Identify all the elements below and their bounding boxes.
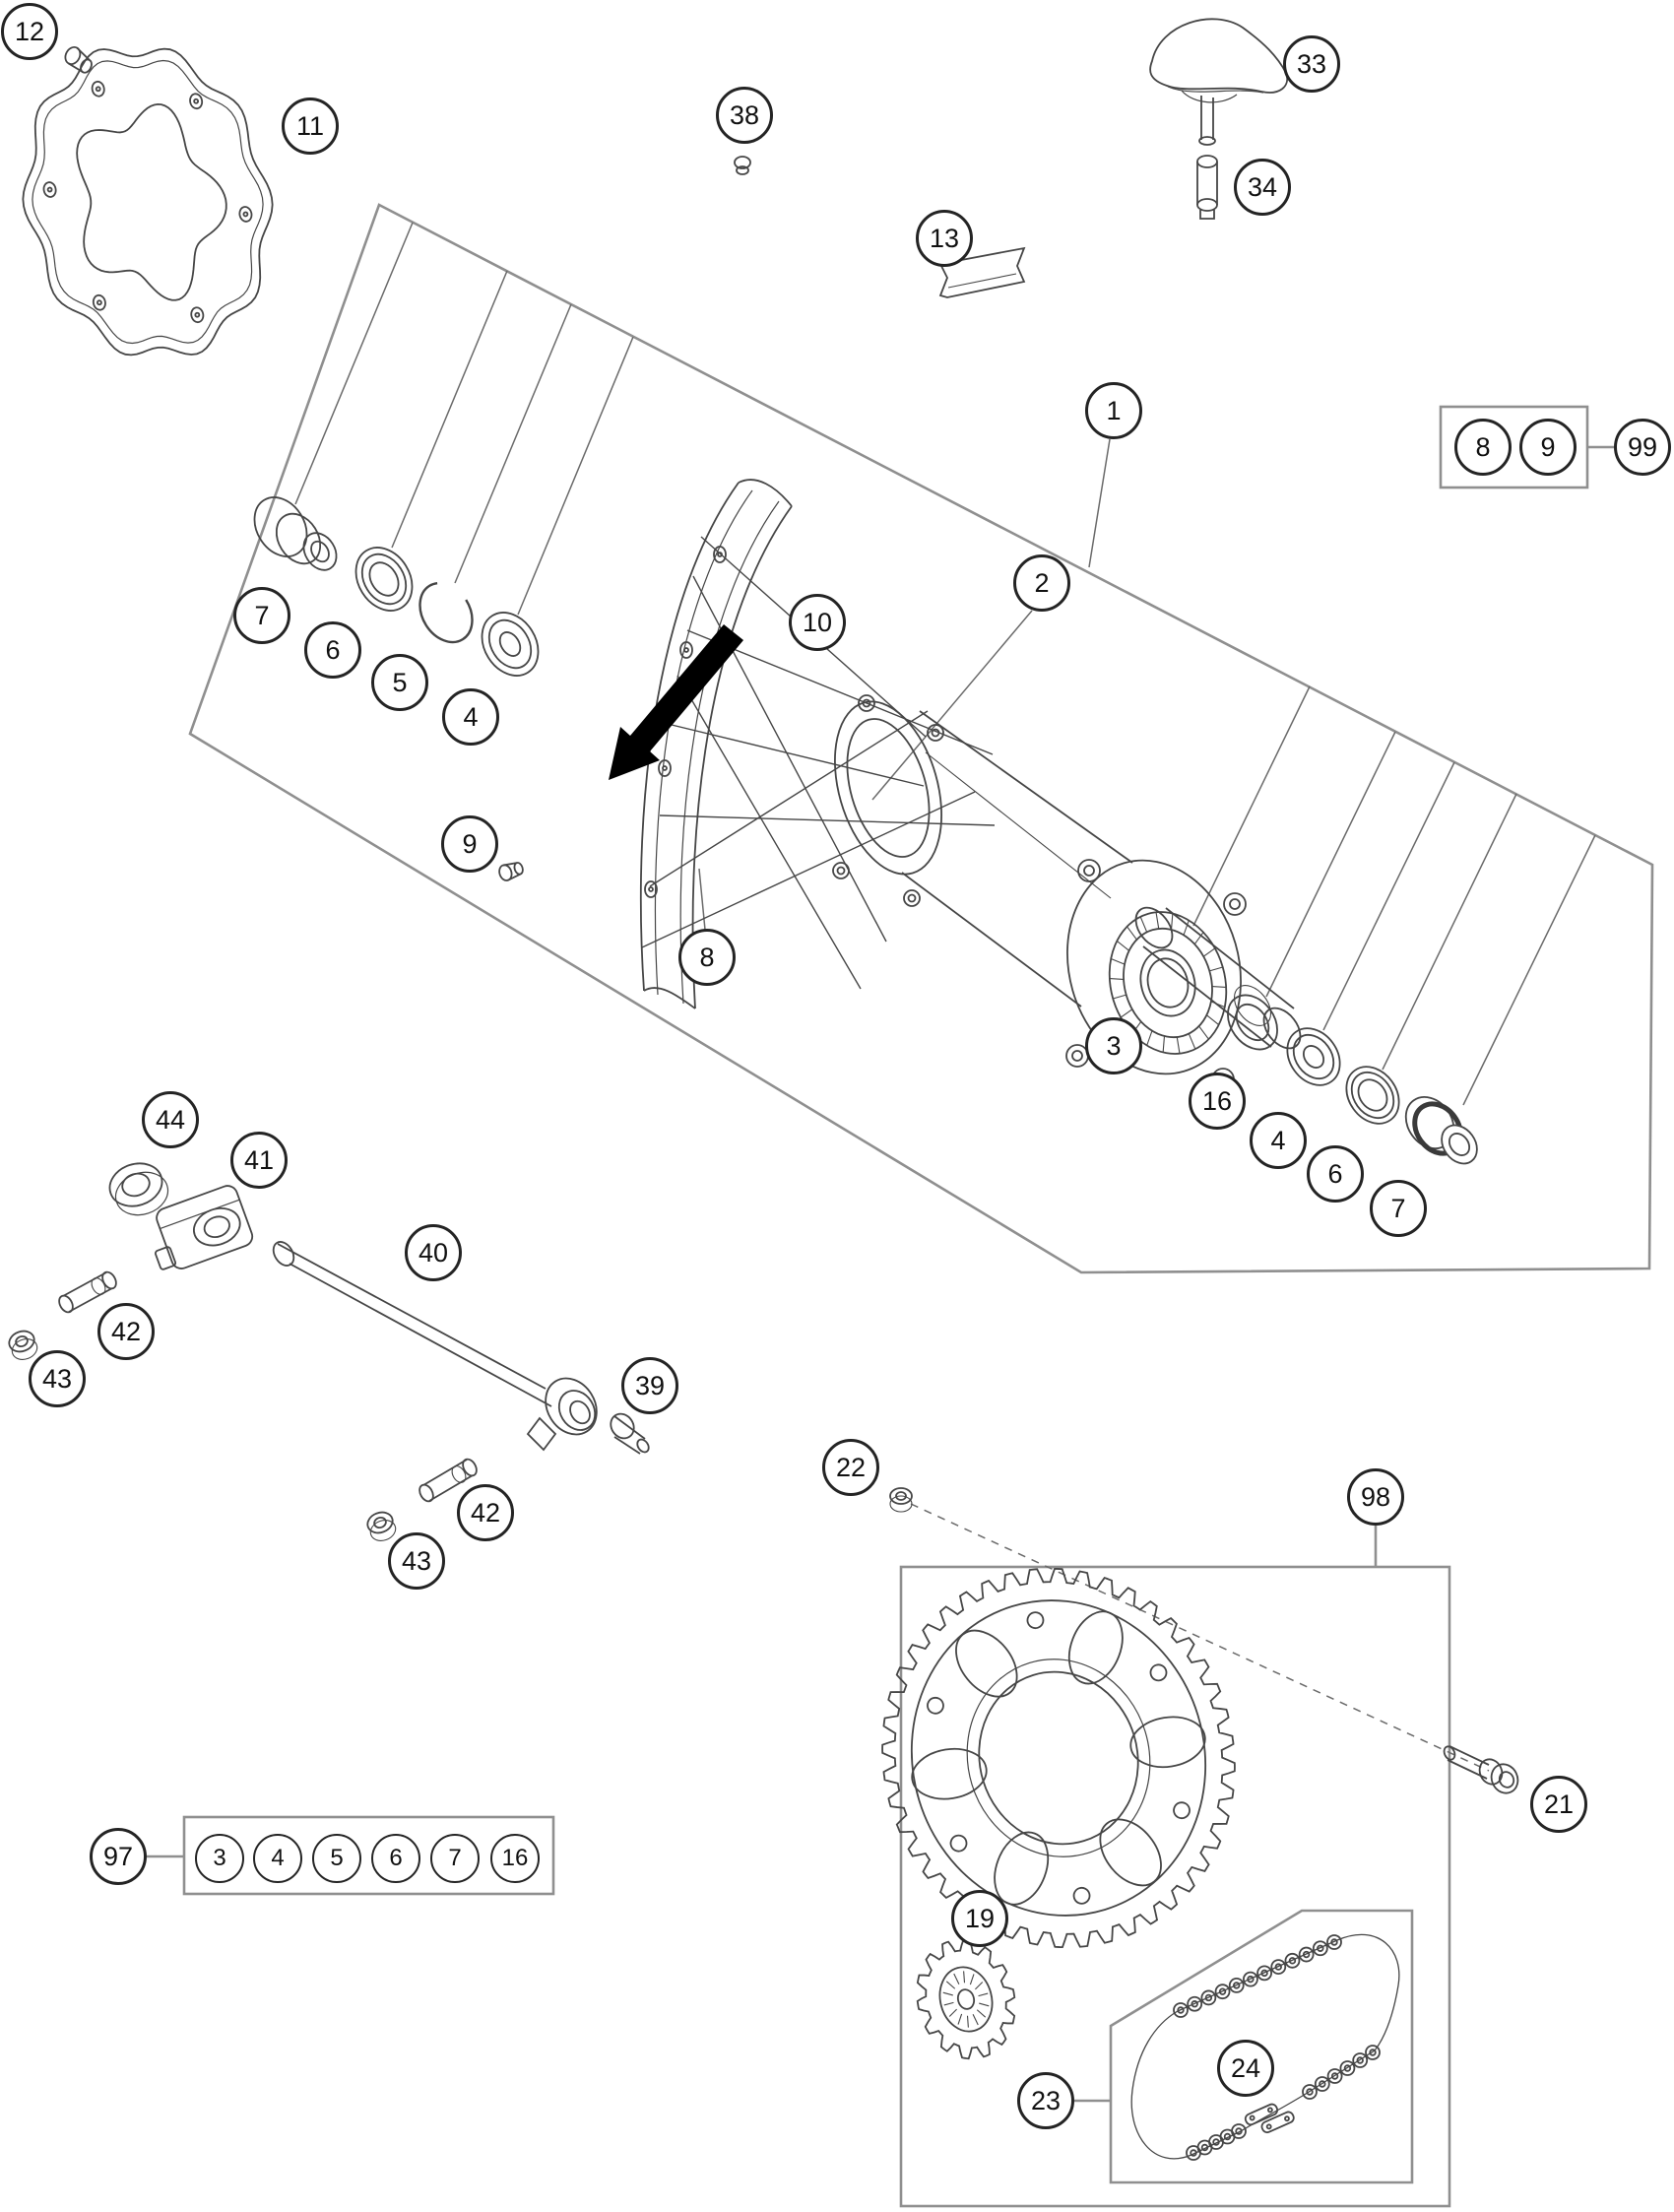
callout-97: 97	[90, 1828, 147, 1885]
callout-16: 16	[1189, 1073, 1246, 1130]
callout-38: 38	[716, 87, 773, 144]
washer-16	[1218, 986, 1288, 1059]
callout-13: 13	[916, 210, 973, 267]
callout-40: 40	[405, 1224, 462, 1281]
sprocket-nut-22	[890, 1488, 912, 1512]
rim-lock-bolt-34	[1197, 156, 1217, 219]
callout-3: 3	[1085, 1017, 1142, 1074]
callout-39: 39	[621, 1357, 678, 1414]
brake-disc-11	[0, 21, 300, 382]
callout-8-group: 8	[1454, 419, 1512, 476]
rear-sprocket-19	[836, 1525, 1281, 1991]
callout-33: 33	[1283, 35, 1340, 93]
callout-9-nipple: 9	[441, 815, 498, 873]
spoke-nipple-9	[497, 860, 525, 882]
callout-43a: 43	[29, 1350, 86, 1407]
callout-legend-3: 3	[195, 1834, 244, 1883]
callout-34: 34	[1234, 159, 1291, 216]
callout-6-left: 6	[304, 621, 361, 679]
sprocket-bolt-21	[1443, 1745, 1523, 1798]
rim-lock-33	[1150, 19, 1287, 145]
callout-6-right: 6	[1307, 1145, 1364, 1203]
callout-4-left: 4	[442, 688, 499, 746]
callout-7-right: 7	[1370, 1180, 1427, 1237]
callout-43b: 43	[388, 1532, 445, 1590]
callout-10: 10	[789, 594, 846, 651]
callout-9-group: 9	[1519, 419, 1577, 476]
chain-adjuster-41	[142, 1183, 255, 1275]
callout-42a: 42	[97, 1303, 155, 1360]
callout-legend-6: 6	[371, 1834, 420, 1883]
callout-8-rim: 8	[678, 929, 736, 986]
screw-39	[607, 1409, 652, 1455]
nut-43b	[364, 1509, 398, 1544]
callout-24: 24	[1217, 2040, 1274, 2097]
callout-19: 19	[951, 1890, 1008, 1947]
nipple-38	[735, 157, 750, 174]
callout-legend-7: 7	[430, 1834, 480, 1883]
callout-42b: 42	[457, 1484, 514, 1541]
callout-12: 12	[1, 3, 58, 60]
seal-ring-6-left	[345, 537, 423, 620]
spacer-bushing-7-right	[1396, 1087, 1485, 1170]
rim-section-8	[641, 480, 792, 1008]
callout-7-left: 7	[233, 587, 290, 644]
callout-99: 99	[1614, 419, 1671, 476]
callout-legend-4: 4	[253, 1834, 302, 1883]
adjuster-nut-44	[104, 1157, 173, 1222]
front-sprocket	[904, 1928, 1028, 2069]
direction-arrow	[609, 624, 743, 780]
callout-legend-16: 16	[490, 1834, 540, 1883]
spacer-bushing-7-left	[244, 488, 344, 576]
callout-1: 1	[1085, 382, 1142, 439]
rear-hub-2	[816, 689, 1265, 1095]
callout-21: 21	[1530, 1776, 1587, 1833]
callout-23: 23	[1017, 2072, 1074, 2129]
seal-ring-6-right	[1335, 1057, 1409, 1134]
callout-41: 41	[230, 1132, 288, 1189]
bearing-4-right	[1276, 1018, 1350, 1095]
callout-98: 98	[1347, 1468, 1404, 1526]
callout-2: 2	[1013, 554, 1070, 612]
callout-22: 22	[822, 1439, 879, 1496]
callout-5: 5	[371, 654, 428, 711]
callout-legend-5: 5	[312, 1834, 361, 1883]
bearing-4-left	[471, 602, 549, 685]
nut-43a	[6, 1328, 39, 1363]
circlip-5	[410, 573, 483, 652]
callout-11: 11	[282, 98, 339, 155]
callout-44: 44	[142, 1091, 199, 1148]
callout-4-right: 4	[1250, 1112, 1307, 1169]
